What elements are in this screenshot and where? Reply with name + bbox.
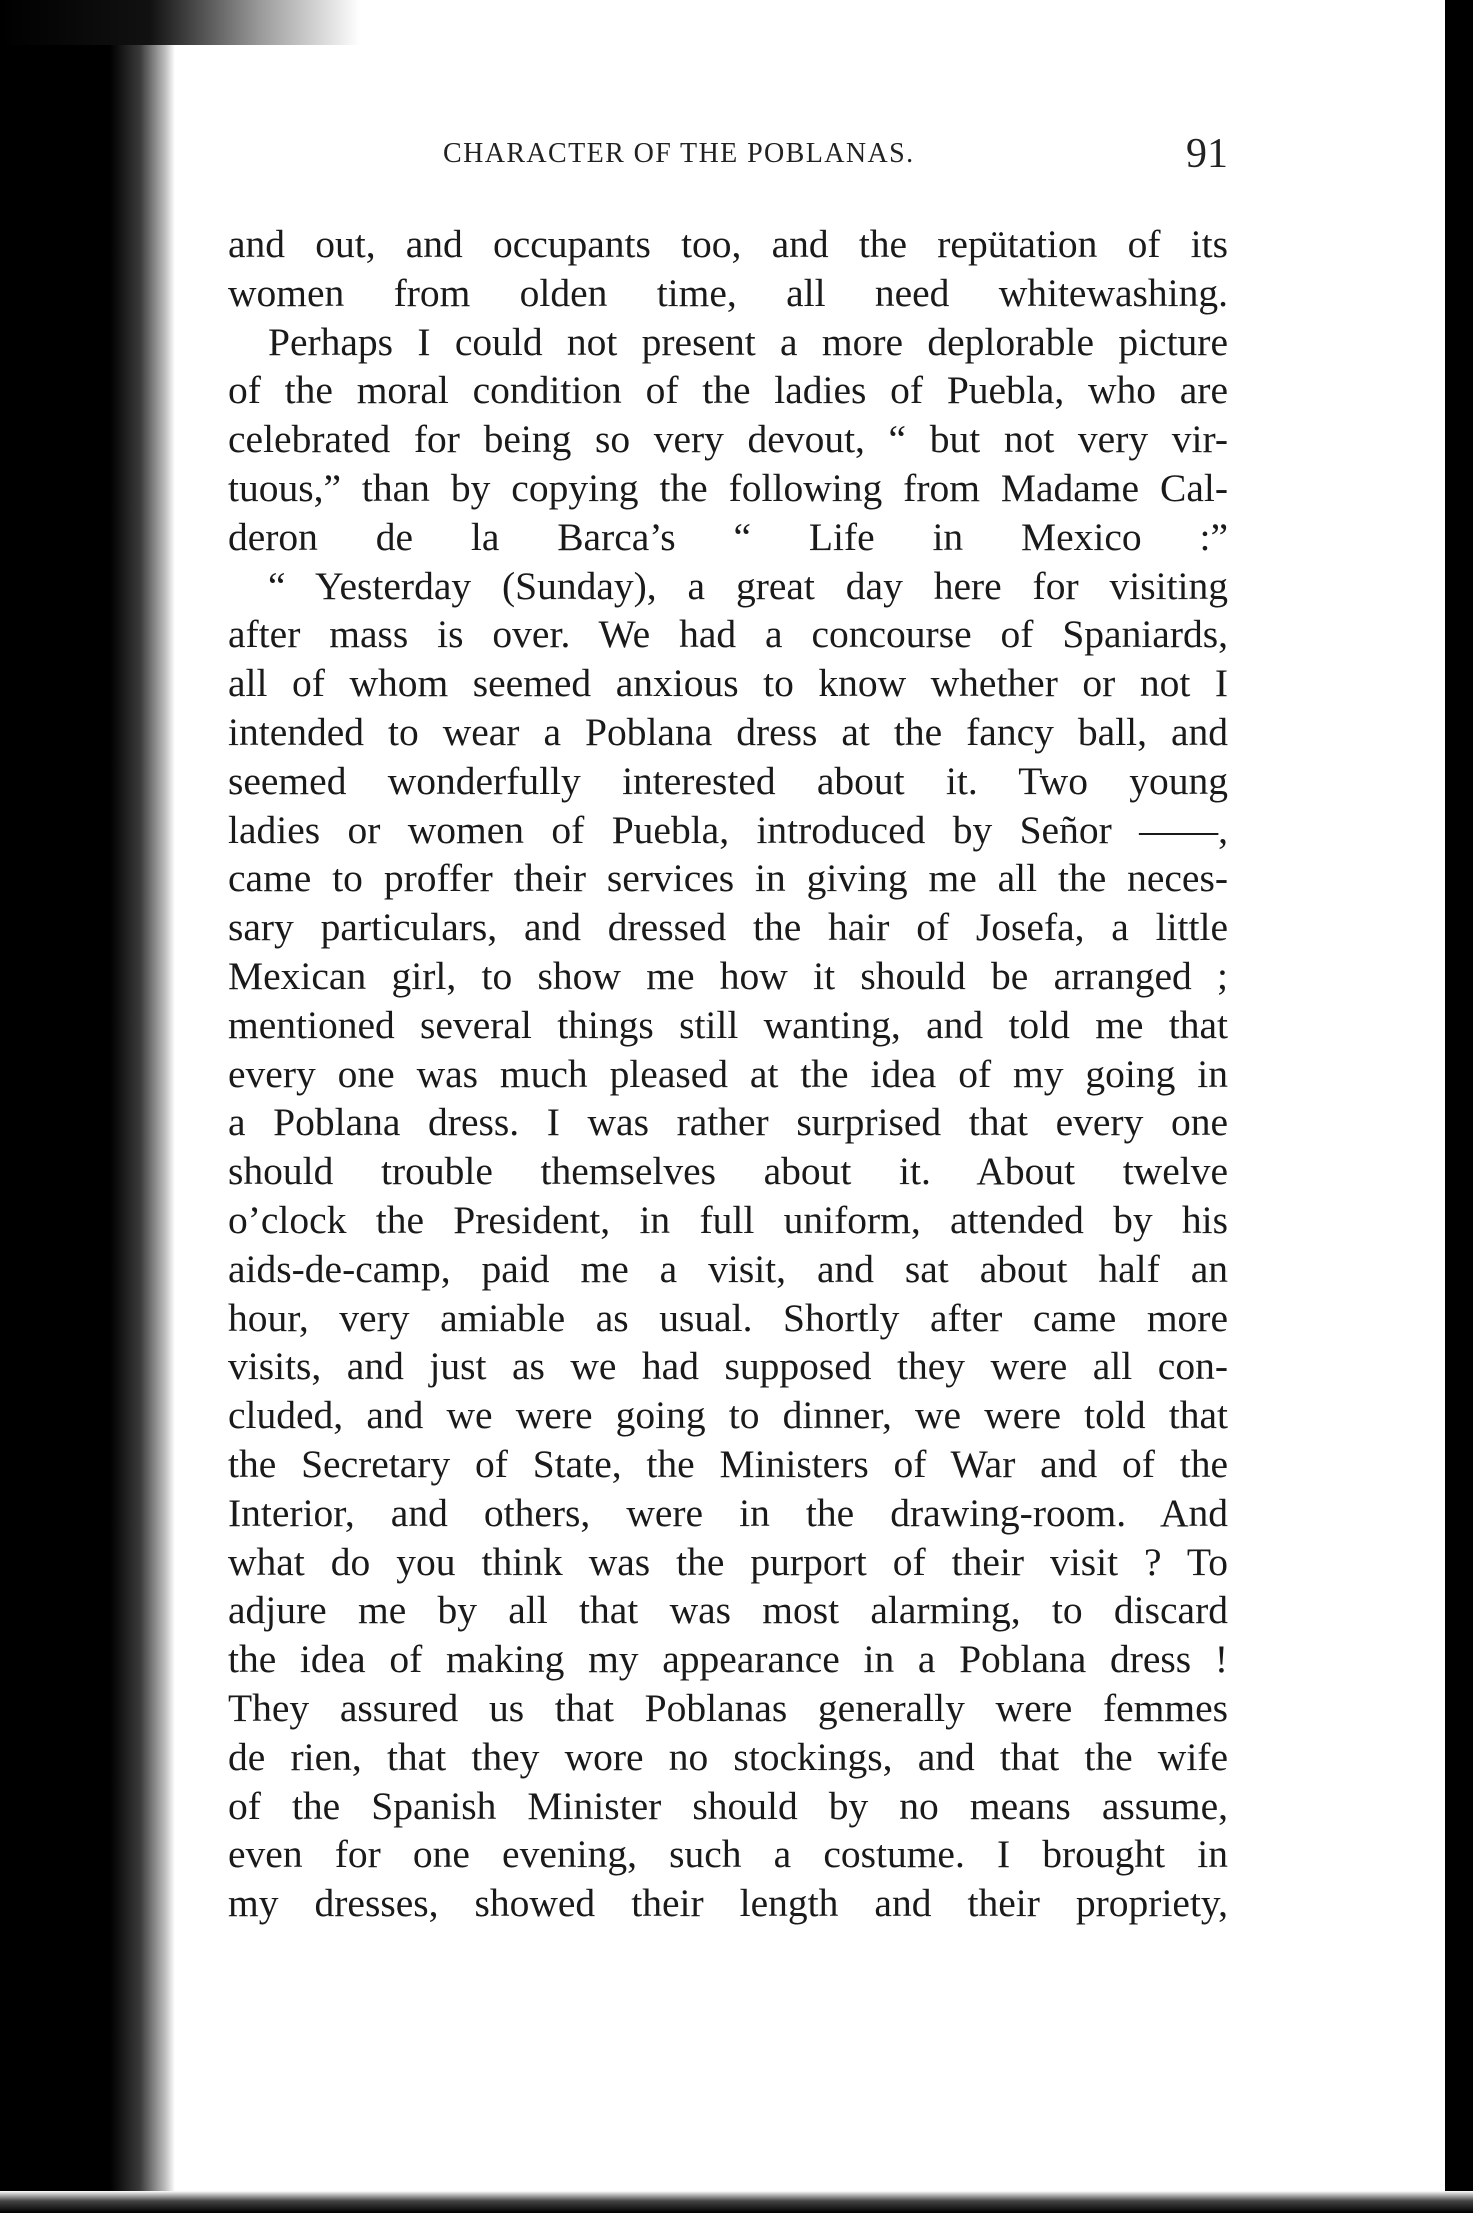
- text-line: cluded, and we were going to dinner, we were told that: [228, 1393, 1228, 1438]
- text-line: They assured us that Poblanas generally were femmes: [228, 1685, 1228, 1730]
- running-head: CHARACTER OF THE POBLANAS.: [443, 138, 915, 169]
- text-line: every one was much pleased at the idea of my going in: [228, 1051, 1228, 1096]
- text-line: “ Yesterday (Sunday), a great day here for visiting: [268, 563, 1228, 608]
- text-line: visits, and just as we had supposed they were all con-: [228, 1344, 1228, 1389]
- scan-shadow-top: [0, 0, 360, 45]
- text-line: after mass is over. We had a concourse of Spaniards,: [228, 612, 1228, 657]
- text-line: came to proffer their services in giving me all the neces-: [228, 856, 1228, 901]
- text-line: Perhaps I could not present a more deplorable picture: [268, 319, 1228, 364]
- scan-border-bottom: [0, 2191, 1473, 2213]
- scan-shadow-left: [0, 0, 175, 2213]
- body-text: [228, 220, 1228, 1928]
- text-line: o’clock the President, in full uniform, attended by his: [228, 1197, 1228, 1242]
- text-line: adjure me by all that was most alarming, to discard: [228, 1588, 1228, 1633]
- text-line: all of whom seemed anxious to know whether or not I: [228, 661, 1228, 706]
- text-line: intended to wear a Poblana dress at the fancy ball, and: [228, 709, 1228, 754]
- text-line: de rien, that they wore no stockings, and that the wife: [228, 1734, 1228, 1779]
- text-line: of the moral condition of the ladies of Puebla, who are: [228, 368, 1228, 413]
- text-line: celebrated for being so very devout, “ but not very vir-: [228, 417, 1228, 462]
- text-line: of the Spanish Minister should by no means assume,: [228, 1783, 1228, 1828]
- page-number: 91: [1186, 131, 1228, 177]
- book-page: [228, 120, 1228, 1928]
- text-line: sary particulars, and dressed the hair of Josefa, a little: [228, 905, 1228, 950]
- text-line: ladies or women of Puebla, introduced by Señor ——,: [228, 807, 1228, 852]
- text-line: tuous,” than by copying the following from Madame Cal-: [228, 465, 1228, 510]
- text-line: the idea of making my appearance in a Poblana dress !: [228, 1637, 1228, 1682]
- text-line: women from olden time, all need whitewashing.: [228, 270, 1228, 315]
- text-line: should trouble themselves about it. About twelve: [228, 1149, 1228, 1194]
- text-line: the Secretary of State, the Ministers of War and of the: [228, 1441, 1228, 1486]
- text-line: Interior, and others, were in the drawing-room. And: [228, 1490, 1228, 1535]
- text-line: mentioned several things still wanting, and told me that: [228, 1002, 1228, 1047]
- text-line: even for one evening, such a costume. I brought in: [228, 1832, 1228, 1877]
- text-line: what do you think was the purport of their visit ? To: [228, 1539, 1228, 1584]
- scan-border-right: [1445, 0, 1473, 2213]
- text-line: my dresses, showed their length and their propriety,: [228, 1881, 1228, 1926]
- text-line: seemed wonderfully interested about it. Two young: [228, 758, 1228, 803]
- text-line: aids-de-camp, paid me a visit, and sat about half an: [228, 1246, 1228, 1291]
- text-line: and out, and occupants too, and the repütation of its: [228, 222, 1228, 266]
- page-header: [228, 120, 1228, 210]
- text-line: Mexican girl, to show me how it should be arranged ;: [228, 953, 1228, 998]
- text-line: hour, very amiable as usual. Shortly after came more: [228, 1295, 1228, 1340]
- text-line: deron de la Barca’s “ Life in Mexico :”: [228, 514, 1228, 559]
- text-line: a Poblana dress. I was rather surprised that every one: [228, 1100, 1228, 1145]
